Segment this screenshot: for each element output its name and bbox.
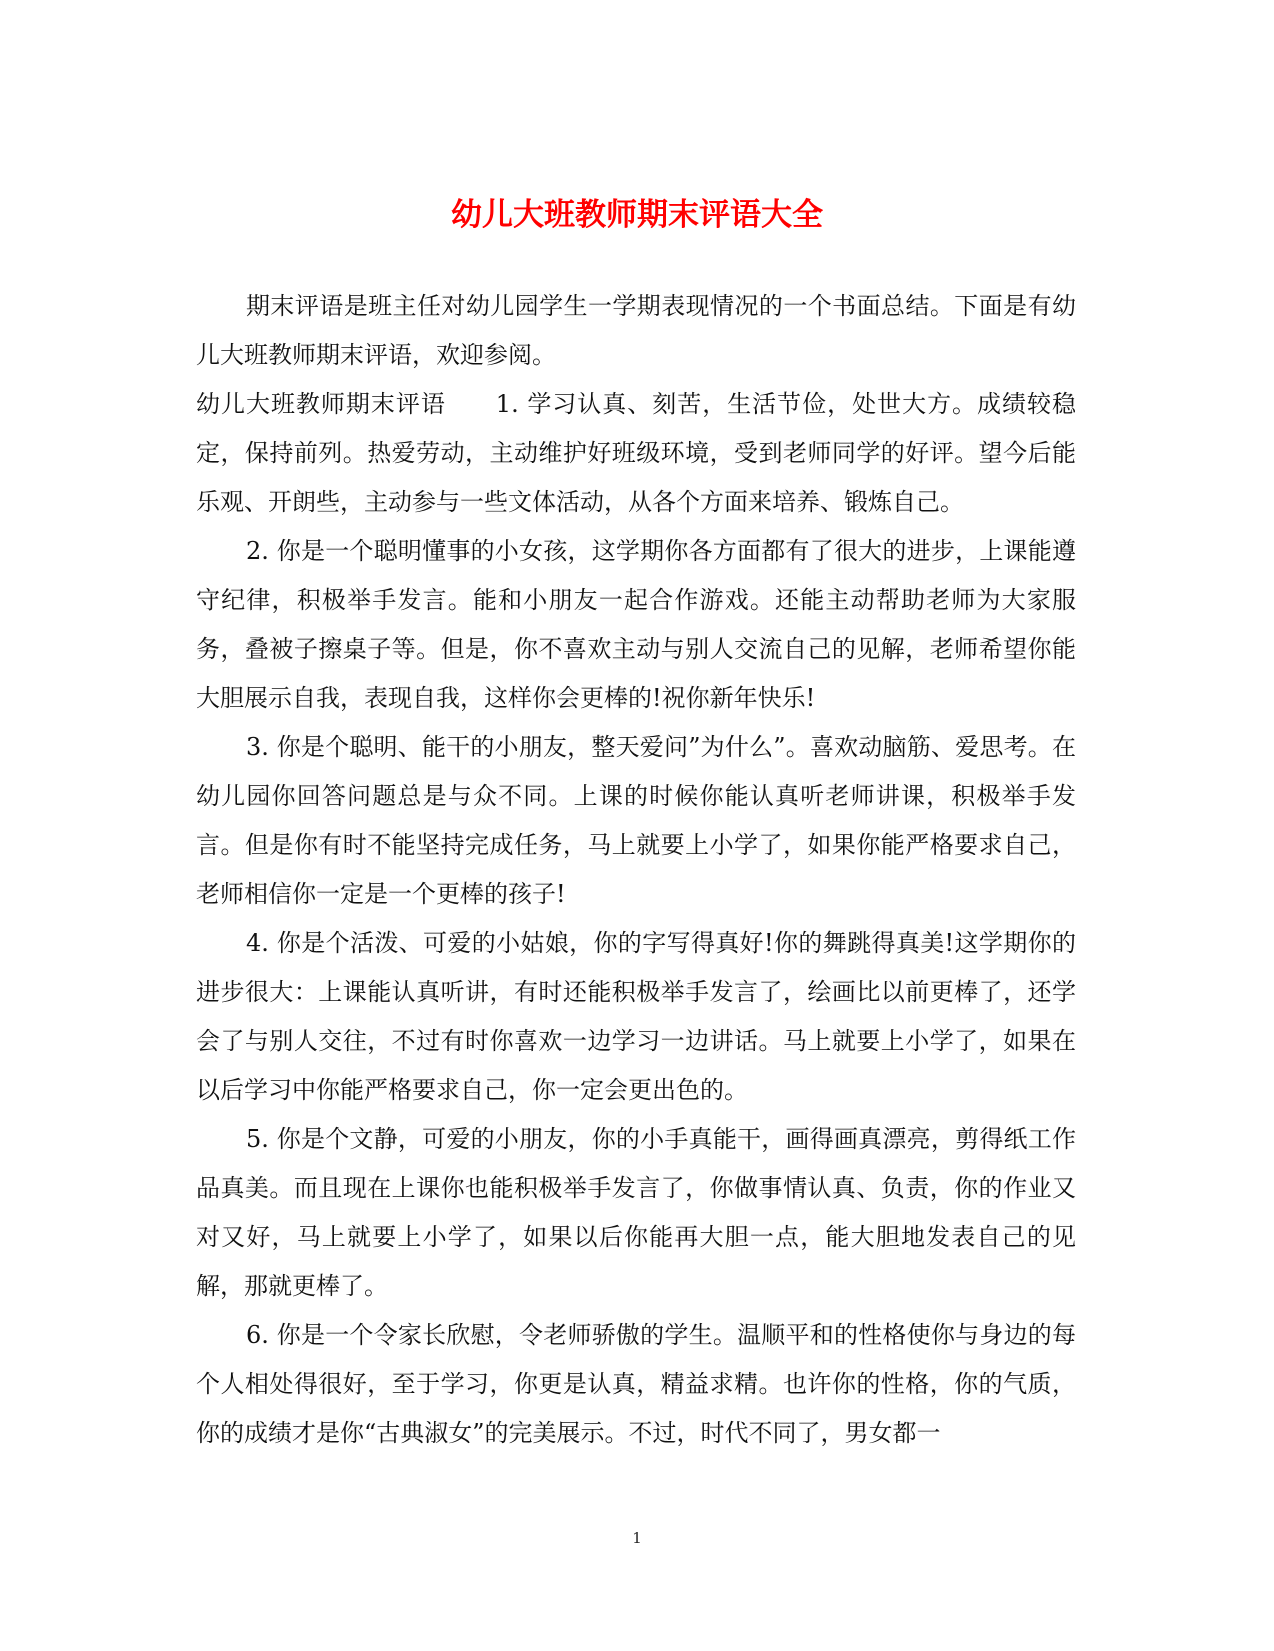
document-body	[196, 282, 1076, 1458]
comment-paragraph-2: 2. 你是一个聪明懂事的小女孩，这学期你各方面都有了很大的进步，上课能遵守纪律，积极举手发言。能和小朋友一起合作游戏。还能主动帮助老师为大家服务，叠被子擦桌子等。但是，你不喜欢主动与别人交流自己的见解，老师希望你能大胆展示自我，表现自我，这样你会更棒的!祝你新年快乐!	[196, 537, 1076, 712]
document-title: 幼儿大班教师期末评语大全	[451, 196, 823, 233]
intro-paragraph: 期末评语是班主任对幼儿园学生一学期表现情况的一个书面总结。下面是有幼儿大班教师期末评语，欢迎参阅。	[196, 292, 1076, 369]
page-number: 1	[632, 1529, 642, 1547]
comment-paragraph-4: 4. 你是个活泼、可爱的小姑娘，你的字写得真好!你的舞跳得真美!这学期你的进步很大：上课能认真听讲，有时还能积极举手发言了，绘画比以前更棒了，还学会了与别人交往，不过有时你喜欢一边学习一边讲话。马上就要上小学了，如果在以后学习中你能严格要求自己，你一定会更出色的。	[196, 929, 1076, 1104]
comment-paragraph-1: 幼儿大班教师期末评语 1. 学习认真、刻苦，生活节俭，处世大方。成绩较稳定，保持前列。热爱劳动，主动维护好班级环境，受到老师同学的好评。望今后能乐观、开朗些，主动参与一些文体活动，从各个方面来培养、锻炼自己。	[196, 390, 1076, 516]
comment-paragraph-6: 6. 你是一个令家长欣慰，令老师骄傲的学生。温顺平和的性格使你与身边的每个人相处得很好，至于学习，你更是认真，精益求精。也许你的性格，你的气质，你的成绩才是你“古典淑女”的完美展示。不过，时代不同了，男女都一	[196, 1321, 1076, 1447]
comment-paragraph-5: 5. 你是个文静，可爱的小朋友，你的小手真能干，画得画真漂亮，剪得纸工作品真美。而且现在上课你也能积极举手发言了，你做事情认真、负责，你的作业又对又好，马上就要上小学了，如果以后你能再大胆一点，能大胆地发表自己的见解，那就更棒了。	[196, 1125, 1076, 1300]
comment-paragraph-3: 3. 你是个聪明、能干的小朋友，整天爱问”为什么”。喜欢动脑筋、爱思考。在幼儿园你回答问题总是与众不同。上课的时候你能认真听老师讲课，积极举手发言。但是你有时不能坚持完成任务，马上就要上小学了，如果你能严格要求自己，老师相信你一定是一个更棒的孩子!	[196, 733, 1076, 908]
